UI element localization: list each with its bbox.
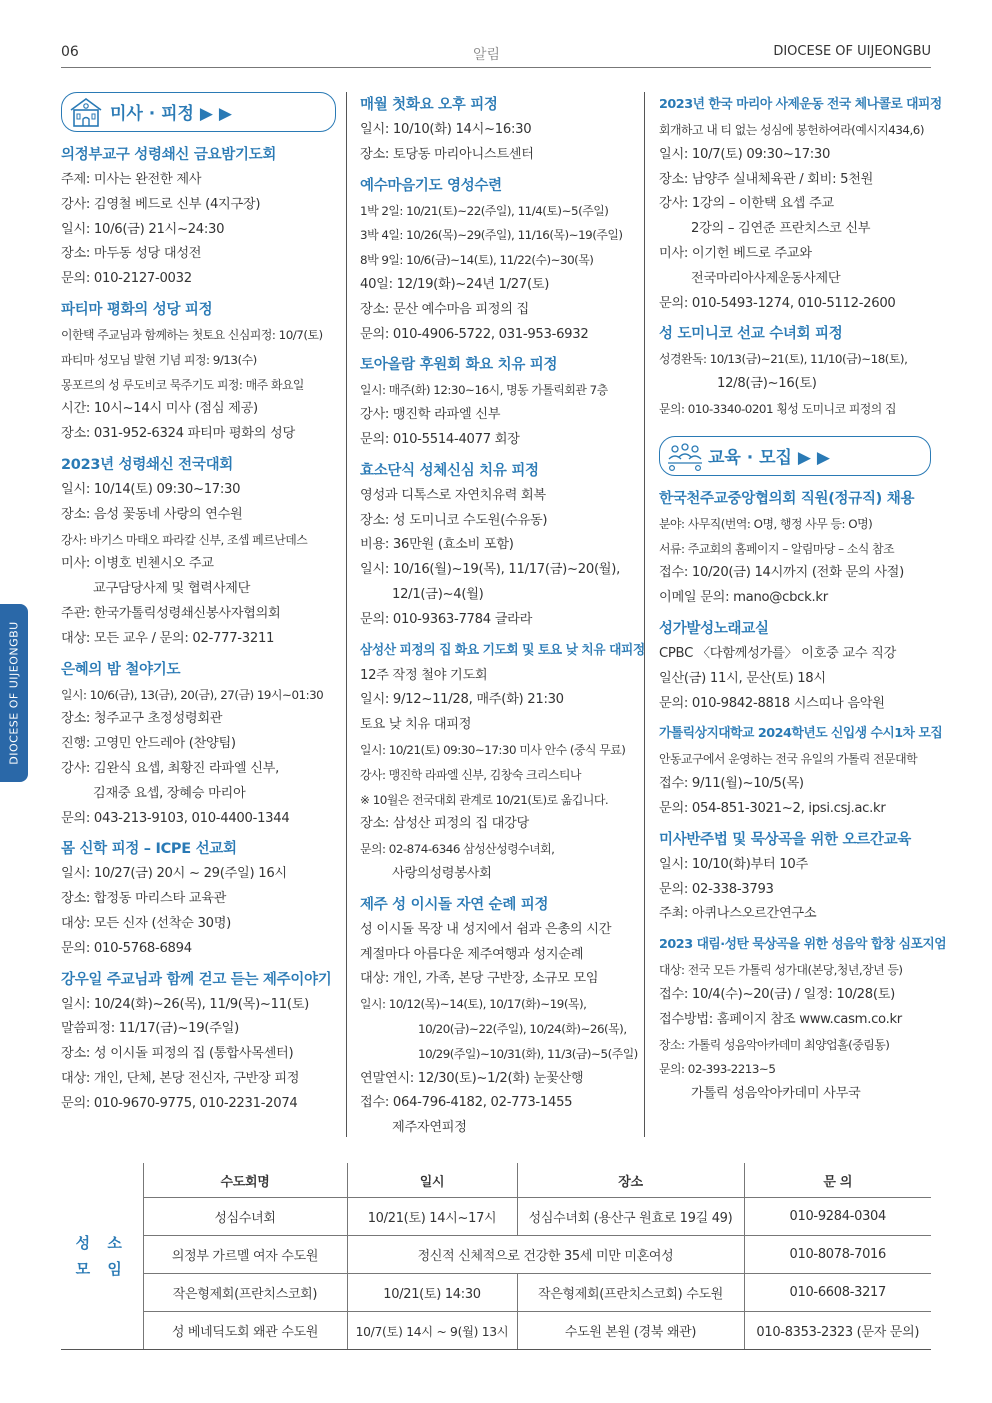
header-order-name: 수도회명 <box>143 1163 347 1198</box>
section-line: 장소: 음성 꽃동네 사랑의 연수원 <box>61 506 243 522</box>
section-line: 문의: 02-874-6346 삼성산성령수녀회, <box>360 842 555 857</box>
section-line: 제주자연피정 <box>392 1120 467 1136</box>
section-line: 강사: 맹진학 라파엘 신부, 김창숙 크리스티나 <box>360 767 581 782</box>
section-title: 2023년 한국 마리아 사제운동 전국 체나콜로 대피정 <box>659 97 942 112</box>
section-line: 접수: 9/11(월)~10/5(목) <box>659 776 804 792</box>
section-line: 12/8(금)~16(토) <box>717 376 817 392</box>
section-line: 문의: 010-9842-8818 시스띠나 음악원 <box>659 695 885 711</box>
notice-section <box>659 321 931 421</box>
section-title: 삼성산 피정의 집 화요 기도회 및 토요 낮 치유 대피정 <box>360 642 645 658</box>
date: 10/21(토) 14시~17시 <box>347 1198 517 1236</box>
notice-section <box>61 297 336 447</box>
section-title: 예수마음기도 영성수련 <box>360 177 502 194</box>
column-1 <box>61 88 336 1117</box>
section-line: 주제: 미사는 완전한 제사 <box>61 172 202 187</box>
section-line: 회개하고 내 티 없는 성심에 봉헌하여라(예시지434,6) <box>659 123 924 137</box>
section-line: 가톨릭 성음악아카데미 사무국 <box>691 1086 861 1102</box>
section-line: 강사: 김완식 요셉, 최황진 라파엘 신부, <box>61 760 279 776</box>
section-line: 대상: 모든 교우 / 문의: 02-777-3211 <box>61 630 275 646</box>
page-number: 06 <box>61 44 79 60</box>
section-line: 교구담당사제 및 협력사제단 <box>93 581 251 597</box>
contact: 010-8078-7016 <box>744 1236 931 1274</box>
table-row <box>61 1312 931 1350</box>
place: 작은형제회(프란치스코회) 수도원 <box>517 1274 744 1312</box>
section-line: 3박 4일: 10/26(목)~29(주일), 11/16(목)~19(주일) <box>360 228 623 243</box>
section-line: 대상: 개인, 가족, 본당 구반장, 소규모 모임 <box>360 971 599 987</box>
section-title: 토아올람 후원회 화요 치유 피정 <box>360 357 558 374</box>
column-2-sections <box>360 92 645 1141</box>
table-category-label <box>61 1163 143 1350</box>
section-title: 몸 신학 피정 – ICPE 선교회 <box>61 841 237 858</box>
place: 수도원 본원 (경북 왜관) <box>517 1312 744 1350</box>
notice-section <box>360 173 640 348</box>
section-line: 접수: 10/4(수)~20(금) / 일정: 10/28(토) <box>659 986 895 1002</box>
notice-section <box>360 352 640 452</box>
column-divider <box>346 92 347 1137</box>
section-line: 성경완독: 10/13(금)~21(토), 11/10(금)~18(토), <box>659 352 908 367</box>
section-title: 은혜의 밤 철야기도 <box>61 661 181 678</box>
contact: 010-9284-0304 <box>744 1198 931 1236</box>
section-line: 일시: 10/10(화) 14시~16:30 <box>360 122 532 137</box>
section-line: 문의: 010-3340-0201 횡성 도미니코 피정의 집 <box>659 401 897 416</box>
section-line: 일시: 10/10(화)부터 10주 <box>659 856 808 872</box>
section-line: 일시: 10/21(토) 09:30~17:30 미사 안수 (중식 무료) <box>360 742 626 757</box>
section-line: 8박 9일: 10/6(금)~14(토), 11/22(수)~30(목) <box>360 253 594 268</box>
section-title: 성가발성노래교실 <box>659 620 769 637</box>
column-2 <box>360 92 645 1141</box>
section-line: 계절마다 아름다운 제주여행과 성지순례 <box>360 946 584 962</box>
section-line: 문의: 010-5493-1274, 010-5112-2600 <box>659 295 896 311</box>
section-line: 2강의 – 김연준 프란치스코 신부 <box>691 221 871 237</box>
section-line: 대상: 모든 신자 (선착순 30명) <box>61 915 231 931</box>
section-line: CPBC 〈다함께성가를〉 이호중 교수 직강 <box>659 645 897 661</box>
section-line: 장소: 남양주 실내체육관 / 회비: 5천원 <box>659 171 874 187</box>
section-line: 문의: 010-2127-0032 <box>61 271 192 287</box>
section-line: 이메일 문의: mano@cbck.kr <box>659 590 828 606</box>
contact: 010-6608-3217 <box>744 1274 931 1312</box>
section-line: 강사: 김영철 베드로 신부 (4지구장) <box>61 196 261 212</box>
section-title: 미사반주법 및 묵상곡을 위한 오르간교육 <box>659 831 912 848</box>
column-1-sections <box>61 142 336 1117</box>
table-header-row <box>61 1163 931 1198</box>
section-line: ※ 10월은 전국대회 관계로 10/21(토)로 옮깁니다. <box>360 792 609 807</box>
notice-section <box>360 638 645 887</box>
contact: 010-8353-2323 (문자 문의) <box>744 1312 931 1350</box>
notice-section <box>360 892 640 1141</box>
section-line: 일시: 10/6(금), 13(금), 20(금), 27(금) 19시~01:30 <box>61 687 324 702</box>
section-line: 주최: 아퀴나스오르간연구소 <box>659 906 817 922</box>
place: 성심수녀회 (용산구 원효로 19길 49) <box>517 1198 744 1236</box>
table-row <box>61 1236 931 1274</box>
section-line: 이한택 주교님과 함께하는 첫토요 신심피정: 10/7(토) <box>61 327 323 342</box>
date: 10/7(토) 14시 ~ 9(월) 13시 <box>347 1312 517 1350</box>
section-line: 일시: 9/12~11/28, 매주(화) 21:30 <box>360 692 564 708</box>
section-line: 문의: 010-9670-9775, 010-2231-2074 <box>61 1095 298 1111</box>
column-3 <box>659 92 947 1107</box>
notice-section <box>659 932 947 1107</box>
section-line: 일시: 매주(화) 12:30~16시, 명동 가톨릭회관 7층 <box>360 383 608 398</box>
notice-section <box>659 92 942 316</box>
section-line: 문의: 054-851-3021~2, ipsi.csj.ac.kr <box>659 800 886 816</box>
section-title: 가톨릭상지대학교 2024학년도 신입생 수시1차 모집 <box>659 726 943 742</box>
date: 10/21(토) 14:30 <box>347 1274 517 1312</box>
section-line: 접수: 064-796-4182, 02-773-1455 <box>360 1095 573 1111</box>
section-line: 장소: 가톨릭 성음악아카데미 최양업홀(중림동) <box>659 1037 890 1052</box>
header-date: 일시 <box>347 1163 517 1198</box>
section-line: 미사: 이기헌 베드로 주교와 <box>659 245 812 261</box>
side-tab <box>0 604 28 782</box>
section-line: 장소: 성 도미니코 수도원(수유동) <box>360 512 548 528</box>
notice-section <box>360 92 640 168</box>
section-line: 몽포르의 성 루도비코 묵주기도 피정: 매주 화요일 <box>61 377 304 392</box>
section-line: 장소: 031-952-6324 파티마 평화의 성당 <box>61 426 295 442</box>
section-banner-education <box>659 436 931 476</box>
section-line: 12/1(금)~4(월) <box>392 586 484 602</box>
section-line: 안동교구에서 운영하는 전국 유일의 가톨릭 전문대학 <box>659 752 918 767</box>
section-line: 강사: 바기스 마태오 파라칼 신부, 조셉 페르난데스 <box>61 532 308 547</box>
order-name: 작은형제회(프란치스코회) <box>143 1274 347 1312</box>
section-title: 파티마 평화의 성당 피정 <box>61 301 213 318</box>
section-line: 비용: 36만원 (효소비 포함) <box>360 537 514 553</box>
banner-title: 교육 · 모집 ▶ ▶ <box>708 447 830 468</box>
people-group-icon <box>664 439 706 473</box>
notice-section <box>659 721 943 821</box>
section-line: 장소: 문산 예수마음 피정의 집 <box>360 301 529 317</box>
section-title: 매월 첫화요 오후 피정 <box>360 97 498 113</box>
column-3-education-sections <box>659 486 947 1107</box>
section-line: 10/29(주일)~10/31(화), 11/3(금)~5(주일) <box>418 1046 638 1061</box>
notice-section <box>659 616 931 716</box>
eligibility: 정신적 신체적으로 건강한 35세 미만 미혼여성 <box>347 1236 744 1274</box>
section-line: 일시: 10/14(토) 09:30~17:30 <box>61 481 241 497</box>
section-line: 미사: 이병호 빈첸시오 주교 <box>61 556 214 572</box>
section-line: 40일: 12/19(화)~24년 1/27(토) <box>360 276 550 292</box>
column-3-sections <box>659 92 942 422</box>
section-line: 접수: 10/20(금) 14시까지 (전화 문의 사절) <box>659 565 904 581</box>
section-line: 일시: 10/16(월)~19(목), 11/17(금)~20(월), <box>360 562 620 578</box>
section-title: 성 도미니코 선교 수녀회 피정 <box>659 326 843 343</box>
section-line: 문의: 010-5514-4077 회장 <box>360 431 520 447</box>
section-line: 사랑의성령봉사회 <box>392 865 492 881</box>
section-line: 일시: 10/7(토) 09:30~17:30 <box>659 146 831 162</box>
section-line: 일시: 10/6(금) 21시~24:30 <box>61 221 225 237</box>
header-contact: 문 의 <box>744 1163 931 1198</box>
column-divider <box>644 92 645 1137</box>
church-icon <box>66 95 106 129</box>
section-line: 주관: 한국가톨릭성령쇄신봉사자협의회 <box>61 605 281 621</box>
table-row <box>61 1198 931 1236</box>
section-line: 문의: 02-393-2213~5 <box>659 1062 776 1077</box>
section-line: 토요 낮 치유 대피정 <box>360 717 472 733</box>
section-line: 12주 작정 철야 기도회 <box>360 667 488 683</box>
section-line: 시간: 10시~14시 미사 (점심 제공) <box>61 401 258 417</box>
order-name: 성심수녀회 <box>143 1198 347 1236</box>
order-name: 의정부 가르멜 여자 수도원 <box>143 1236 347 1274</box>
section-line: 접수방법: 홈페이지 참조 www.casm.co.kr <box>659 1011 902 1027</box>
section-line: 장소: 합정동 마리스타 교육관 <box>61 891 227 907</box>
section-line: 문의: 010-4906-5722, 031-953-6932 <box>360 326 589 342</box>
section-title: 제주 성 이시돌 자연 순례 피정 <box>360 896 549 913</box>
section-line: 장소: 토당동 마리아니스트센터 <box>360 146 534 162</box>
section-line: 말씀피정: 11/17(금)~19(주일) <box>61 1021 239 1037</box>
section-title: 의정부교구 성령쇄신 금요밤기도회 <box>61 147 277 163</box>
section-title: 강우일 주교님과 함께 걷고 듣는 제주이야기 <box>61 971 332 988</box>
section-line: 문의: 02-338-3793 <box>659 881 774 897</box>
table-label-line: 모 임 <box>75 1260 128 1278</box>
section-title: 한국천주교중앙협의회 직원(정규직) 채용 <box>659 490 915 507</box>
table-row <box>61 1274 931 1312</box>
section-line: 강사: 1강의 – 이한택 요셉 주교 <box>659 196 834 212</box>
section-line: 성 이시돌 목장 내 성지에서 쉼과 은총의 시간 <box>360 921 612 937</box>
section-line: 일시: 10/27(금) 20시 ~ 29(주일) 16시 <box>61 866 287 882</box>
section-line: 대상: 전국 모든 가톨릭 성가대(본당,청년,장년 등) <box>659 963 903 978</box>
section-line: 장소: 성 이시돌 피정의 집 (통합사목센터) <box>61 1046 294 1062</box>
notice-section <box>61 142 336 292</box>
section-line: 강사: 맹진학 라파엘 신부 <box>360 407 501 423</box>
table-label-line: 성 소 <box>75 1234 128 1252</box>
section-line: 10/20(금)~22(주일), 10/24(화)~26(목), <box>418 1021 627 1036</box>
section-title: 2023 대림·성탄 묵상곡을 위한 성음악 합창 심포지엄 <box>659 937 947 953</box>
section-line: 1박 2일: 10/21(토)~22(주일), 11/4(토)~5(주일) <box>360 203 609 218</box>
section-line: 일시: 10/12(목)~14(토), 10/17(화)~19(목), <box>360 997 587 1012</box>
section-line: 일시: 10/24(화)~26(목), 11/9(목)~11(토) <box>61 996 309 1012</box>
section-line: 문의: 010-9363-7784 글라라 <box>360 611 533 627</box>
section-line: 전국마리아사제운동사제단 <box>691 270 841 286</box>
section-line: 진행: 고영민 안드레아 (찬양팀) <box>61 736 236 752</box>
section-line: 분야: 사무직(번역: O명, 행정 사무 등: O명) <box>659 516 873 531</box>
notice-section <box>61 836 336 961</box>
section-line: 문의: 043-213-9103, 010-4400-1344 <box>61 810 290 826</box>
section-banner-mass-retreat <box>61 92 336 132</box>
section-line: 문의: 010-5768-6894 <box>61 940 192 956</box>
header-rule <box>61 67 931 68</box>
section-line: 장소: 삼성산 피정의 집 대강당 <box>360 816 529 832</box>
publication-title: DIOCESE OF UIJEONGBU <box>773 44 931 59</box>
header-place: 장소 <box>517 1163 744 1198</box>
side-tab-label: DIOCESE OF UIJEONGBU <box>7 621 21 765</box>
notice-section <box>61 452 336 652</box>
section-title: 2023년 성령쇄신 전국대회 <box>61 456 234 473</box>
order-name: 성 베네딕도회 왜관 수도원 <box>143 1312 347 1350</box>
notice-section <box>360 458 640 633</box>
section-line: 파티마 성모님 발현 기념 피정: 9/13(수) <box>61 352 257 367</box>
notice-section <box>659 827 931 927</box>
notice-section <box>61 657 336 832</box>
vocation-meetings-table <box>61 1163 931 1350</box>
section-line: 장소: 마두동 성당 대성전 <box>61 246 202 262</box>
section-line: 장소: 청주교구 초정성령회관 <box>61 711 223 727</box>
notice-section <box>61 967 336 1117</box>
section-line: 김재중 요셉, 장혜승 마리아 <box>93 785 246 801</box>
section-title: 효소단식 성체신심 치유 피정 <box>360 462 539 479</box>
section-line: 대상: 개인, 단체, 본당 전신자, 구반장 피정 <box>61 1070 300 1086</box>
section-line: 서류: 주교회의 홈페이지 – 알림마당 – 소식 참조 <box>659 541 895 556</box>
section-line: 일산(금) 11시, 문산(토) 18시 <box>659 670 826 686</box>
notice-section <box>659 486 931 611</box>
section-label: 알림 <box>473 47 501 63</box>
section-line: 연말연시: 12/30(토)~1/2(화) 눈꽃산행 <box>360 1070 584 1086</box>
banner-title: 미사 · 피정 ▶ ▶ <box>110 104 232 124</box>
section-line: 영성과 디톡스로 자연치유력 회복 <box>360 487 546 503</box>
